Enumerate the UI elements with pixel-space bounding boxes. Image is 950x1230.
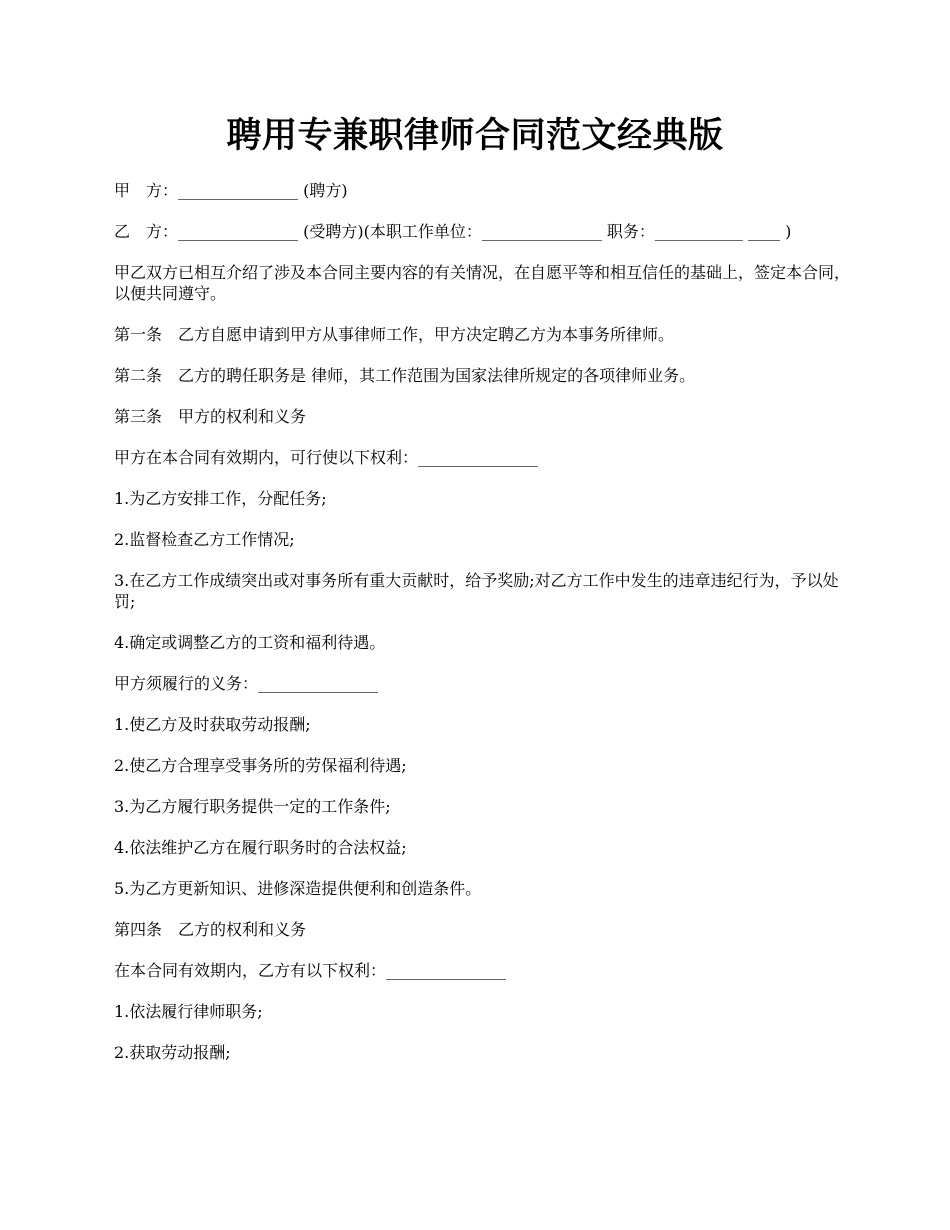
party-a-duty-1: 1.使乙方及时获取劳动报酬; [114, 715, 311, 734]
preamble: 甲乙双方已相互介绍了涉及本合同主要内容的有关情况，在自愿平等和相互信任的基础上，签定本合同，以便共同遵守。 [114, 263, 851, 303]
party-b-right-1: 1.依法履行律师职务; [114, 1002, 263, 1021]
party-a-duties-intro: 甲方须履行的义务：_______________ [114, 674, 379, 693]
party-b-line: 乙 方：_______________ (受聘方)(本职工作单位：_______________ 职务：___________ ____ ) [114, 222, 792, 241]
party-a-right-3: 3.在乙方工作成绩突出或对事务所有重大贡献时，给予奖励;对乙方工作中发生的违章违纪行为，予以处罚; [114, 571, 839, 611]
document-title: 聘用专兼职律师合同范文经典版 [226, 115, 724, 156]
party-a-right-2: 2.监督检查乙方工作情况; [114, 530, 295, 549]
party-a-line: 甲 方：_______________ (聘方) [114, 181, 348, 200]
party-a-duty-3: 3.为乙方履行职务提供一定的工作条件; [114, 797, 391, 816]
party-a-right-1: 1.为乙方安排工作，分配任务; [114, 489, 327, 508]
document-body [114, 180, 859, 1083]
party-b-rights-intro: 在本合同有效期内，乙方有以下权利：_______________ [114, 961, 507, 980]
article-3-heading: 第三条 甲方的权利和义务 [114, 407, 307, 426]
party-a-duty-2: 2.使乙方合理享受事务所的劳保福利待遇; [114, 756, 407, 775]
party-a-duty-5: 5.为乙方更新知识、进修深造提供便利和创造条件。 [114, 879, 482, 898]
party-a-duty-4: 4.依法维护乙方在履行职务时的合法权益; [114, 838, 407, 857]
article-4-heading: 第四条 乙方的权利和义务 [114, 920, 307, 939]
party-a-rights-intro: 甲方在本合同有效期内，可行使以下权利：_______________ [114, 448, 539, 467]
party-b-right-2: 2.获取劳动报酬; [114, 1043, 231, 1062]
article-2: 第二条 乙方的聘任职务是 律师，其工作范围为国家法律所规定的各项律师业务。 [114, 366, 696, 385]
article-1: 第一条 乙方自愿申请到甲方从事律师工作，甲方决定聘乙方为本事务所律师。 [114, 325, 675, 344]
party-a-right-4: 4.确定或调整乙方的工资和福利待遇。 [114, 633, 386, 652]
